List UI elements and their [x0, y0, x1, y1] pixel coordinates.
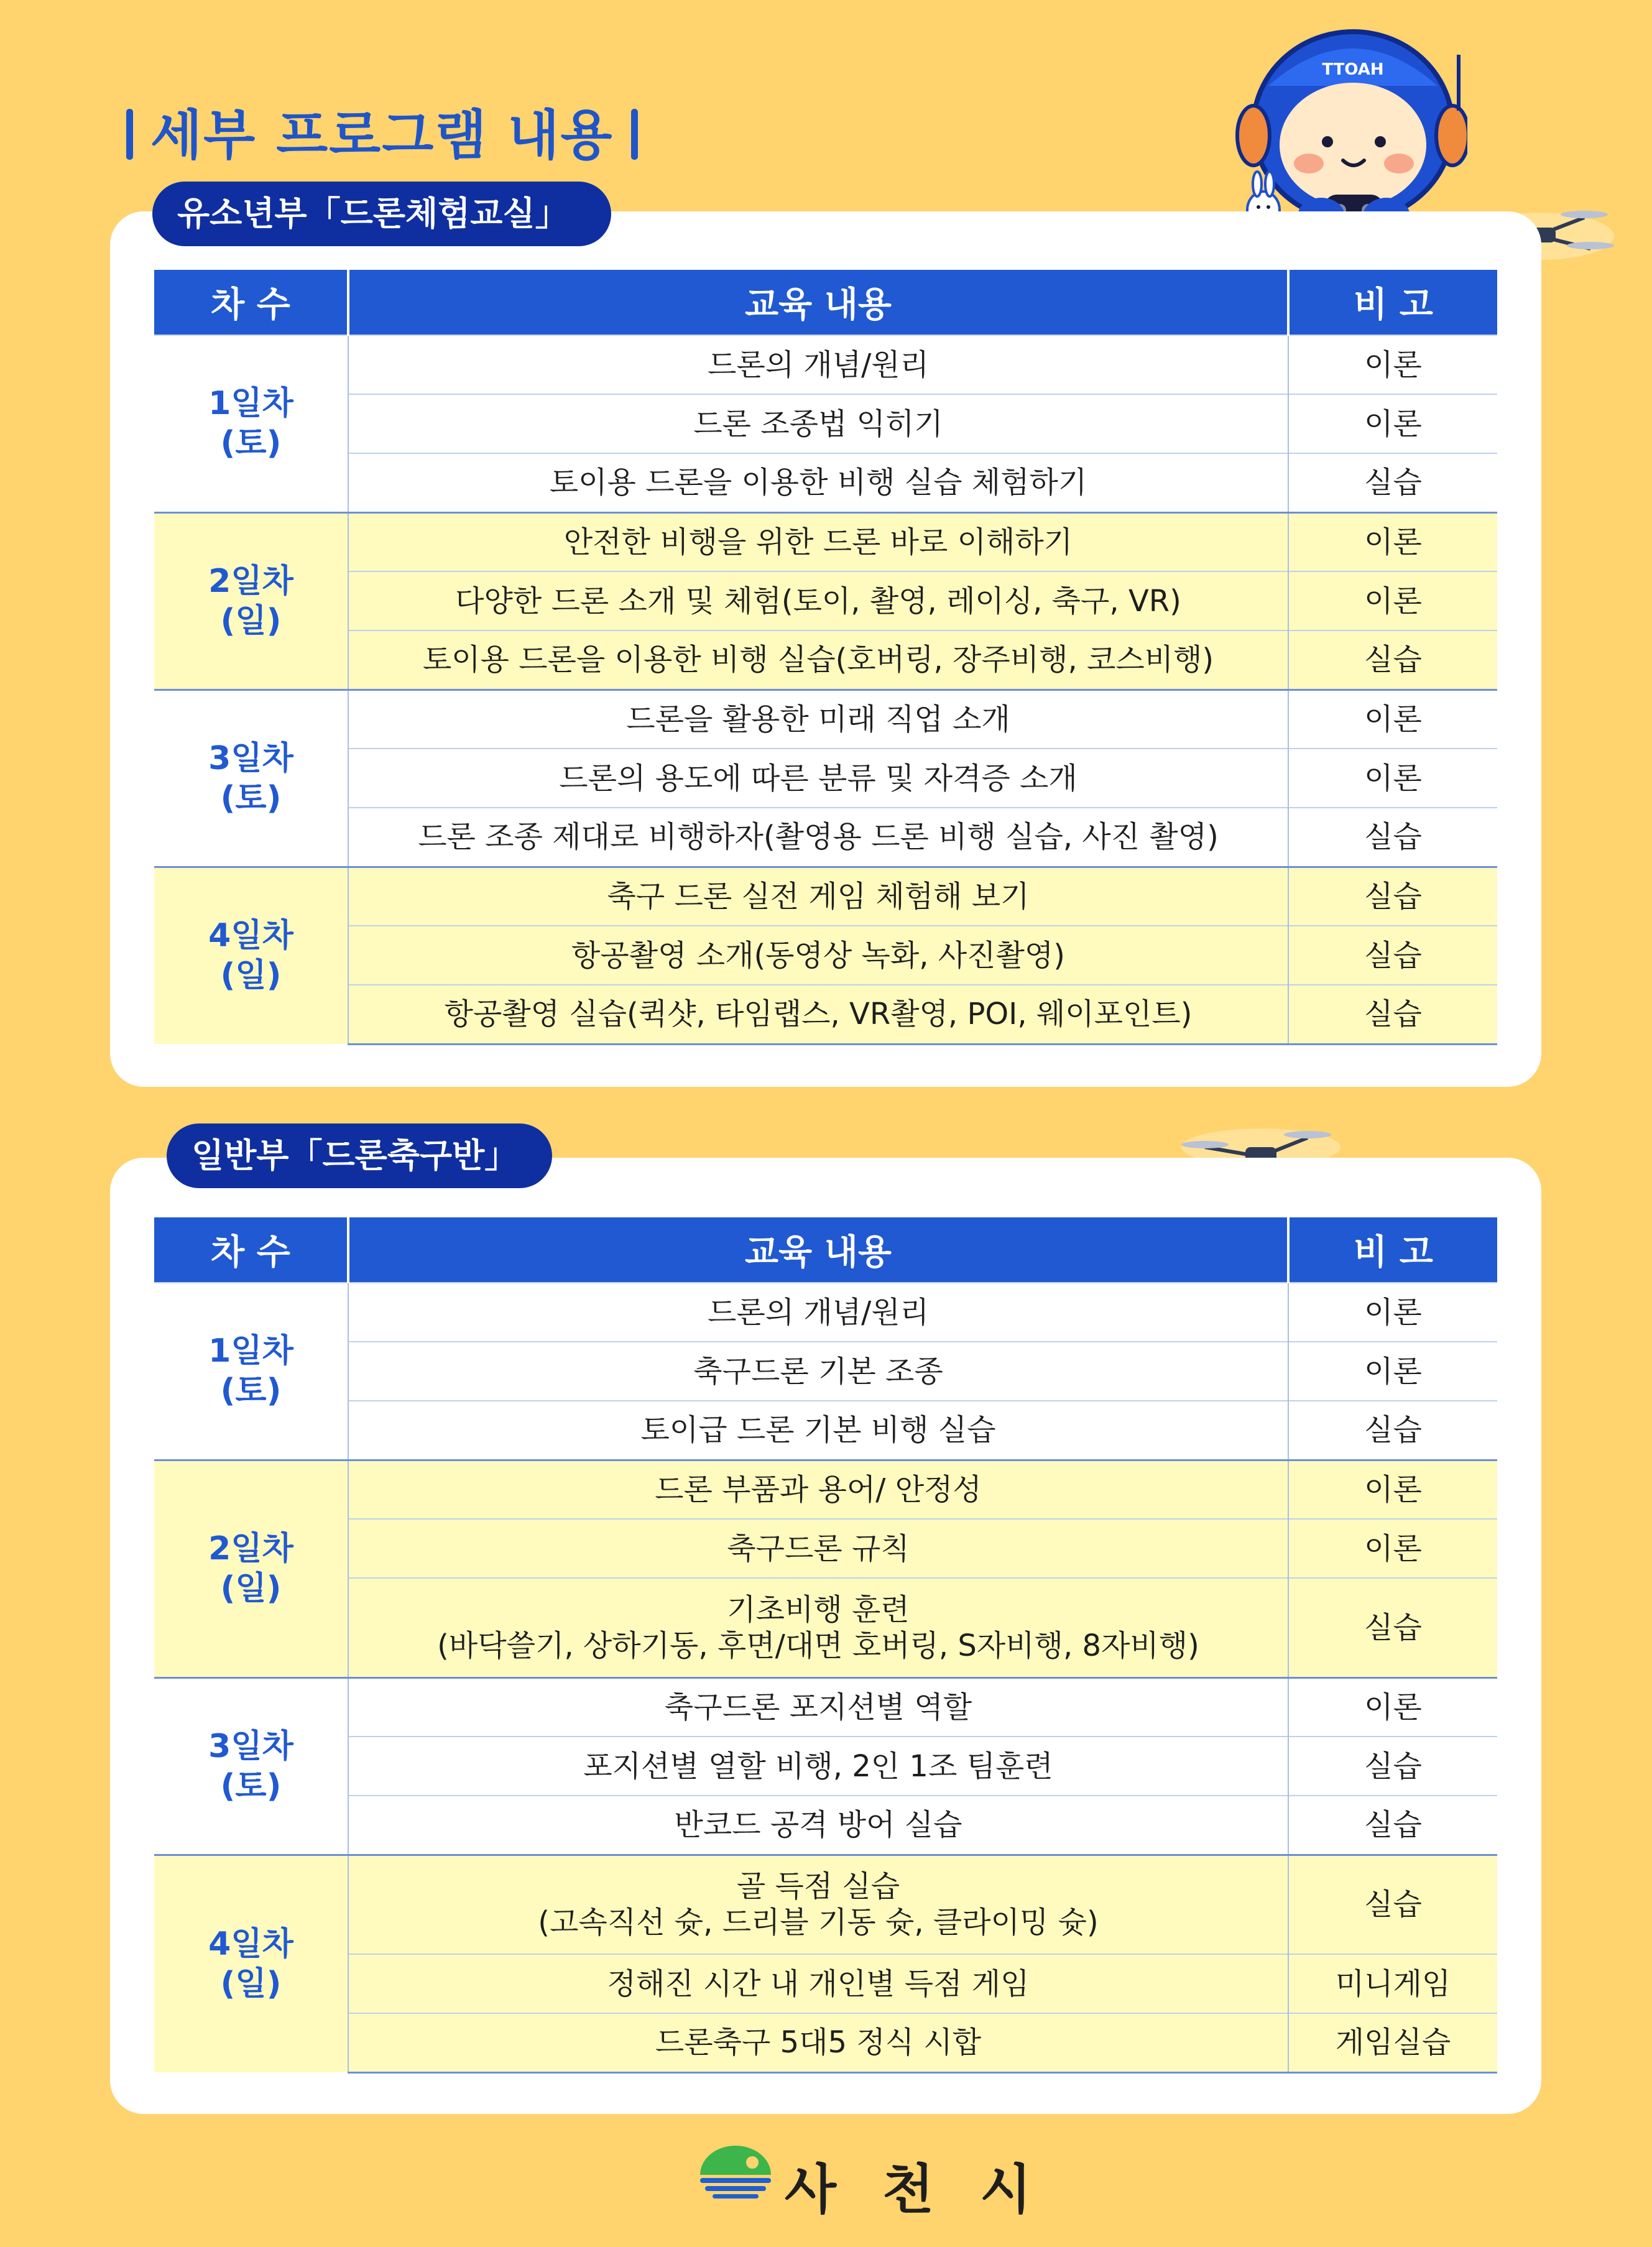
general-program-table	[154, 1217, 1497, 2074]
note-cell: 실습	[1288, 1578, 1497, 1677]
content-cell: 드론의 용도에 따른 분류 및 자격증 소개	[348, 749, 1288, 808]
content-cell: 드론의 개념/원리	[348, 1283, 1288, 1342]
note-cell: 실습	[1288, 1737, 1497, 1796]
content-cell: 드론 부품과 용어/ 안정성	[348, 1460, 1288, 1519]
content-cell: 축구드론 포지션별 역할	[348, 1677, 1288, 1737]
table-row	[154, 1677, 1497, 1737]
table-row	[154, 1737, 1497, 1796]
page-title-text: 세부 프로그램 내용	[150, 104, 614, 167]
table-row	[154, 926, 1497, 985]
content-cell: 포지션별 열할 비행, 2인 1조 팀훈련	[348, 1737, 1288, 1796]
table-row	[154, 808, 1497, 867]
note-cell: 실습	[1288, 808, 1497, 867]
note-cell: 미니게임	[1288, 1954, 1497, 2013]
table-header-row	[154, 270, 1497, 335]
table-row	[154, 1954, 1497, 2013]
note-cell: 이론	[1288, 749, 1497, 808]
content-cell: 드론을 활용한 미래 직업 소개	[348, 690, 1288, 749]
content-cell: 축구드론 기본 조종	[348, 1342, 1288, 1401]
day-cell: 1일차 (토)	[154, 1283, 348, 1460]
title-bar-right	[631, 109, 638, 160]
table-row	[154, 1401, 1497, 1460]
note-cell: 이론	[1288, 1519, 1497, 1578]
day-cell: 1일차 (토)	[154, 335, 348, 512]
content-cell: 토이급 드론 기본 비행 실습	[348, 1401, 1288, 1460]
content-cell: 항공촬영 소개(동영상 녹화, 사진촬영)	[348, 926, 1288, 985]
header-note: 비 고	[1288, 270, 1497, 335]
content-cell: 드론의 개념/원리	[348, 335, 1288, 394]
day-cell: 2일차 (일)	[154, 1460, 348, 1677]
table-row	[154, 1519, 1497, 1578]
header-note: 비 고	[1288, 1217, 1497, 1283]
header-session: 차 수	[154, 270, 348, 335]
table-row	[154, 512, 1497, 571]
content-cell: 축구드론 규칙	[348, 1519, 1288, 1578]
table-row	[154, 867, 1497, 926]
table-header-row	[154, 1217, 1497, 1283]
note-cell: 실습	[1288, 630, 1497, 690]
table-row	[154, 1855, 1497, 1954]
note-cell: 이론	[1288, 690, 1497, 749]
table-row	[154, 1283, 1497, 1342]
day-cell: 3일차 (토)	[154, 1677, 348, 1855]
table-row	[154, 1460, 1497, 1519]
city-name: 사 천 시	[785, 2159, 1046, 2221]
youth-program-table	[154, 270, 1497, 1045]
note-cell: 실습	[1288, 453, 1497, 512]
content-cell: 정해진 시간 내 개인별 득점 게임	[348, 1954, 1288, 2013]
content-cell: 다양한 드론 소개 및 체험(토이, 촬영, 레이싱, 축구, VR)	[348, 571, 1288, 630]
header-content: 교육 내용	[348, 270, 1288, 335]
city-logo-icon	[695, 2144, 776, 2206]
table-row	[154, 985, 1497, 1044]
title-bar-left	[126, 109, 133, 160]
day-cell: 2일차 (일)	[154, 512, 348, 690]
table-row	[154, 394, 1497, 453]
content-cell: 토이용 드론을 이용한 비행 실습(호버링, 장주비행, 코스비행)	[348, 630, 1288, 690]
note-cell: 이론	[1288, 512, 1497, 571]
table-row	[154, 1342, 1497, 1401]
content-cell: 항공촬영 실습(퀵샷, 타임랩스, VR촬영, POI, 웨이포인트)	[348, 985, 1288, 1044]
content-cell: 반코드 공격 방어 실습	[348, 1796, 1288, 1855]
note-cell: 이론	[1288, 1342, 1497, 1401]
note-cell: 이론	[1288, 1460, 1497, 1519]
content-cell: 드론 조종 제대로 비행하자(촬영용 드론 비행 실습, 사진 촬영)	[348, 808, 1288, 867]
note-cell: 이론	[1288, 394, 1497, 453]
note-cell: 실습	[1288, 926, 1497, 985]
day-cell: 3일차 (토)	[154, 690, 348, 867]
content-cell: 토이용 드론을 이용한 비행 실습 체험하기	[348, 453, 1288, 512]
content-cell: 드론 조종법 익히기	[348, 394, 1288, 453]
table-row	[154, 2013, 1497, 2072]
table-row	[154, 1796, 1497, 1855]
note-cell: 실습	[1288, 985, 1497, 1044]
note-cell: 이론	[1288, 335, 1497, 394]
table-row	[154, 335, 1497, 394]
day-cell: 4일차 (일)	[154, 1855, 348, 2072]
note-cell: 게임실습	[1288, 2013, 1497, 2072]
content-cell: 기초비행 훈련 (바닥쓸기, 상하기동, 후면/대면 호버링, S자비행, 8자비행)	[348, 1578, 1288, 1677]
header-session: 차 수	[154, 1217, 348, 1283]
page-title	[109, 92, 655, 169]
svg-text:TTOAH: TTOAH	[1322, 60, 1384, 79]
table-row	[154, 453, 1497, 512]
note-cell: 실습	[1288, 867, 1497, 926]
content-cell: 골 득점 실습 (고속직선 슛, 드리블 기동 슛, 클라이밍 슛)	[348, 1855, 1288, 1954]
table-row	[154, 571, 1497, 630]
section-title-general: 일반부「드론축구반」	[167, 1124, 552, 1188]
note-cell: 이론	[1288, 1677, 1497, 1737]
note-cell: 이론	[1288, 1283, 1497, 1342]
table-row	[154, 630, 1497, 690]
table-row	[154, 749, 1497, 808]
note-cell: 이론	[1288, 571, 1497, 630]
content-cell: 드론축구 5대5 정식 시합	[348, 2013, 1288, 2072]
content-cell: 축구 드론 실전 게임 체험해 보기	[348, 867, 1288, 926]
day-cell: 4일차 (일)	[154, 867, 348, 1044]
note-cell: 실습	[1288, 1796, 1497, 1855]
table-row	[154, 1578, 1497, 1677]
note-cell: 실습	[1288, 1855, 1497, 1954]
note-cell: 실습	[1288, 1401, 1497, 1460]
section-title-youth: 유소년부「드론체험교실」	[152, 182, 611, 246]
content-cell: 안전한 비행을 위한 드론 바로 이해하기	[348, 512, 1288, 571]
header-content: 교육 내용	[348, 1217, 1288, 1283]
table-row	[154, 690, 1497, 749]
